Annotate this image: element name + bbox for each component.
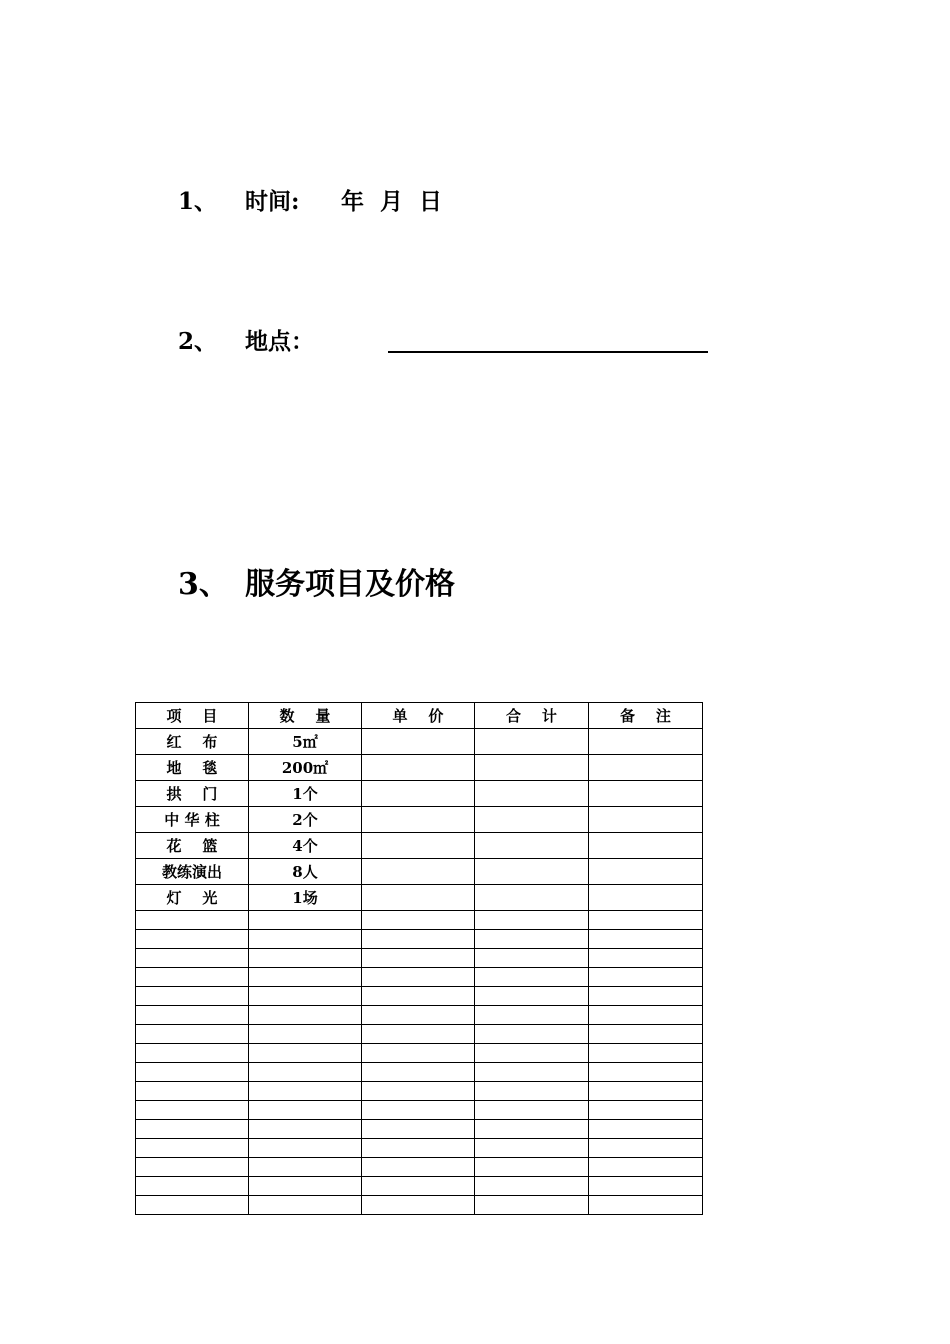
cell-unit-price xyxy=(362,755,475,781)
cell-unit-price xyxy=(362,1158,475,1177)
cell-item xyxy=(136,987,249,1006)
table-row-blank xyxy=(136,968,703,987)
cell-remarks xyxy=(589,1120,703,1139)
cell-total xyxy=(475,885,589,911)
table-row-blank xyxy=(136,1196,703,1215)
cell-total xyxy=(475,807,589,833)
cell-total xyxy=(475,1196,589,1215)
cell-remarks xyxy=(589,968,703,987)
cell-total xyxy=(475,1177,589,1196)
cell-quantity xyxy=(249,1044,362,1063)
cell-item: 教练演出 xyxy=(136,859,249,885)
item-number: 1、 xyxy=(178,188,218,215)
cell-item: 中 华 柱 xyxy=(136,807,249,833)
cell-unit-price xyxy=(362,930,475,949)
cell-remarks xyxy=(589,911,703,930)
cell-unit-price xyxy=(362,968,475,987)
cell-remarks xyxy=(589,781,703,807)
cell-total xyxy=(475,833,589,859)
cell-total xyxy=(475,1158,589,1177)
table-row-blank xyxy=(136,1139,703,1158)
cell-quantity xyxy=(249,1063,362,1082)
table-row-blank xyxy=(136,911,703,930)
cell-item xyxy=(136,1196,249,1215)
cell-remarks xyxy=(589,1158,703,1177)
cell-unit-price xyxy=(362,949,475,968)
cell-quantity xyxy=(249,987,362,1006)
cell-total xyxy=(475,1101,589,1120)
item-number: 3、 xyxy=(178,567,229,602)
table-row-blank xyxy=(136,1006,703,1025)
cell-quantity xyxy=(249,1158,362,1177)
cell-unit-price xyxy=(362,1120,475,1139)
cell-item xyxy=(136,1044,249,1063)
cell-total xyxy=(475,987,589,1006)
header-remarks: 备 注 xyxy=(589,703,703,729)
cell-remarks xyxy=(589,755,703,781)
table-row xyxy=(136,885,703,911)
services-title: 服务项目及价格 xyxy=(245,567,455,602)
place-label: 地点： xyxy=(245,328,314,355)
table-row xyxy=(136,859,703,885)
cell-unit-price xyxy=(362,859,475,885)
cell-item xyxy=(136,930,249,949)
cell-remarks xyxy=(589,987,703,1006)
cell-remarks xyxy=(589,930,703,949)
table-row-blank xyxy=(136,930,703,949)
table-row-blank xyxy=(136,1044,703,1063)
cell-quantity: 1个 xyxy=(249,781,362,807)
cell-total xyxy=(475,911,589,930)
table-row-blank xyxy=(136,949,703,968)
cell-remarks xyxy=(589,1006,703,1025)
cell-remarks xyxy=(589,1196,703,1215)
cell-unit-price xyxy=(362,1196,475,1215)
table-row xyxy=(136,781,703,807)
cell-item xyxy=(136,1006,249,1025)
cell-unit-price xyxy=(362,911,475,930)
cell-total xyxy=(475,781,589,807)
cell-unit-price xyxy=(362,833,475,859)
cell-quantity xyxy=(249,1139,362,1158)
table-row-blank xyxy=(136,1177,703,1196)
cell-quantity xyxy=(249,1120,362,1139)
cell-quantity xyxy=(249,1082,362,1101)
cell-item xyxy=(136,1025,249,1044)
cell-remarks xyxy=(589,1025,703,1044)
cell-total xyxy=(475,1139,589,1158)
cell-total xyxy=(475,1044,589,1063)
cell-quantity xyxy=(249,1101,362,1120)
cell-total xyxy=(475,729,589,755)
cell-quantity xyxy=(249,1006,362,1025)
table-row-blank xyxy=(136,1101,703,1120)
cell-unit-price xyxy=(362,1139,475,1158)
cell-quantity: 5㎡ xyxy=(249,729,362,755)
cell-item xyxy=(136,1177,249,1196)
cell-unit-price xyxy=(362,1082,475,1101)
table-row-blank xyxy=(136,987,703,1006)
cell-quantity xyxy=(249,930,362,949)
time-label: 时间: xyxy=(245,188,300,215)
cell-remarks xyxy=(589,949,703,968)
cell-remarks xyxy=(589,885,703,911)
table-row-blank xyxy=(136,1025,703,1044)
cell-quantity xyxy=(249,1196,362,1215)
table-body xyxy=(136,729,703,1215)
header-quantity: 数 量 xyxy=(249,703,362,729)
cell-quantity: 8人 xyxy=(249,859,362,885)
cell-quantity: 200㎡ xyxy=(249,755,362,781)
header-item: 项 目 xyxy=(136,703,249,729)
cell-remarks xyxy=(589,1101,703,1120)
cell-item xyxy=(136,1139,249,1158)
cell-unit-price xyxy=(362,1044,475,1063)
table-row xyxy=(136,755,703,781)
cell-remarks xyxy=(589,1063,703,1082)
cell-item: 花 篮 xyxy=(136,833,249,859)
cell-remarks xyxy=(589,1139,703,1158)
header-total: 合 计 xyxy=(475,703,589,729)
cell-remarks xyxy=(589,833,703,859)
cell-total xyxy=(475,949,589,968)
cell-remarks xyxy=(589,807,703,833)
cell-remarks xyxy=(589,729,703,755)
cell-quantity xyxy=(249,1177,362,1196)
cell-item xyxy=(136,911,249,930)
cell-item xyxy=(136,1120,249,1139)
table-header-row xyxy=(136,703,703,729)
cell-unit-price xyxy=(362,807,475,833)
cell-remarks xyxy=(589,1082,703,1101)
cell-total xyxy=(475,1082,589,1101)
cell-quantity xyxy=(249,968,362,987)
cell-quantity xyxy=(249,1025,362,1044)
table-row-blank xyxy=(136,1082,703,1101)
cell-item: 灯 光 xyxy=(136,885,249,911)
table-row-blank xyxy=(136,1158,703,1177)
cell-total xyxy=(475,968,589,987)
cell-unit-price xyxy=(362,781,475,807)
cell-quantity: 2个 xyxy=(249,807,362,833)
cell-item xyxy=(136,968,249,987)
item-number: 2、 xyxy=(178,328,218,355)
cell-unit-price xyxy=(362,885,475,911)
cell-unit-price xyxy=(362,1063,475,1082)
cell-item xyxy=(136,1063,249,1082)
cell-total xyxy=(475,755,589,781)
cell-quantity xyxy=(249,949,362,968)
cell-unit-price xyxy=(362,1025,475,1044)
cell-total xyxy=(475,1063,589,1082)
cell-unit-price xyxy=(362,729,475,755)
table-row xyxy=(136,729,703,755)
table-row xyxy=(136,833,703,859)
cell-unit-price xyxy=(362,1006,475,1025)
date-field: 年 月 日 xyxy=(341,188,443,215)
table-row xyxy=(136,807,703,833)
cell-item xyxy=(136,1082,249,1101)
cell-item xyxy=(136,1101,249,1120)
cell-remarks xyxy=(589,859,703,885)
cell-quantity: 4个 xyxy=(249,833,362,859)
services-price-table xyxy=(135,702,703,1215)
cell-remarks xyxy=(589,1044,703,1063)
cell-quantity xyxy=(249,911,362,930)
cell-quantity: 1场 xyxy=(249,885,362,911)
cell-total xyxy=(475,859,589,885)
cell-item xyxy=(136,949,249,968)
place-blank-underline xyxy=(388,351,708,353)
cell-total xyxy=(475,1006,589,1025)
cell-item xyxy=(136,1158,249,1177)
cell-unit-price xyxy=(362,987,475,1006)
cell-item: 红 布 xyxy=(136,729,249,755)
cell-unit-price xyxy=(362,1101,475,1120)
cell-total xyxy=(475,1120,589,1139)
table-row-blank xyxy=(136,1120,703,1139)
cell-item: 地 毯 xyxy=(136,755,249,781)
header-unit-price: 单 价 xyxy=(362,703,475,729)
cell-total xyxy=(475,930,589,949)
cell-total xyxy=(475,1025,589,1044)
cell-remarks xyxy=(589,1177,703,1196)
cell-unit-price xyxy=(362,1177,475,1196)
table-row-blank xyxy=(136,1063,703,1082)
cell-item: 拱 门 xyxy=(136,781,249,807)
